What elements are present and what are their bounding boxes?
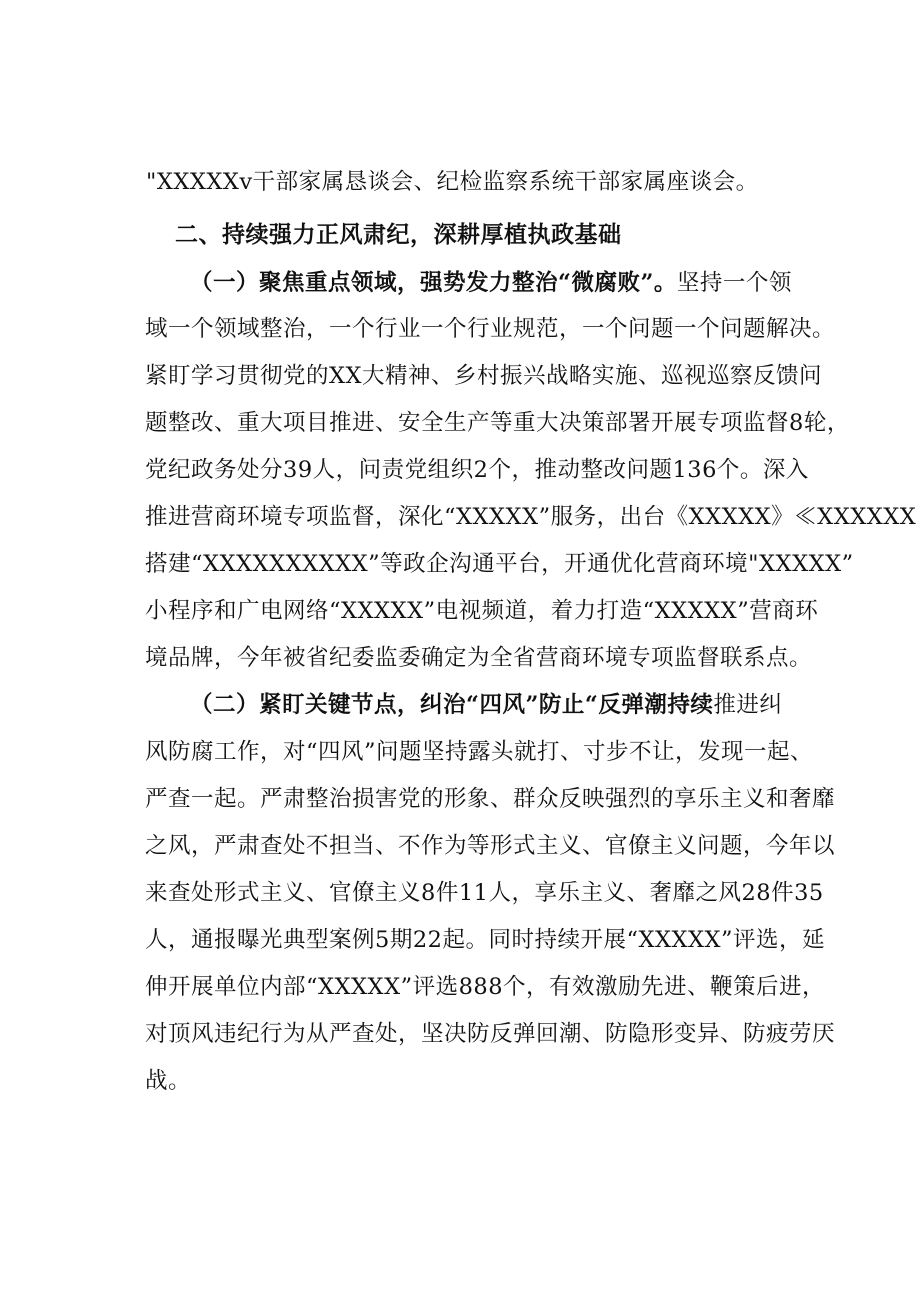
paragraph-line: 境品牌，今年被省纪委监委确定为全省营商环境专项监督联系点。 xyxy=(145,645,813,671)
paragraph-line: 之风，严肃查处不担当、不作为等形式主义、官僚主义问题，今年以 xyxy=(145,833,836,859)
paragraph-line: 严查一起。严肃整治损害党的形象、群众反映强烈的享乐主义和奢靡 xyxy=(145,786,836,812)
paragraph-line: 来查处形式主义、官僚主义8件11人，享乐主义、奢靡之风28件35 xyxy=(145,880,824,906)
paragraph-line: "XXXXXv干部家属恳谈会、纪检监察系统干部家属座谈会。 xyxy=(146,169,759,195)
paragraph-line: 伸开展单位内部“XXXXX”评选888个，有效激励先进、鞭策后进， xyxy=(145,974,826,1000)
paragraph-line: 题整改、重大项目推进、安全生产等重大决策部署开展专项监督8轮， xyxy=(145,410,850,436)
paragraph-line xyxy=(190,268,792,298)
paragraph-line: 紧盯学习贯彻党的XX大精神、乡村振兴战略实施、巡视巡察反馈问 xyxy=(145,363,823,389)
section-heading: 二、持续强力正风肃纪，深耕厚植执政基础 xyxy=(175,222,622,248)
paragraph-line: 搭建“XXXXXXXXXX”等政企沟通平台，开通优化营商环境"XXXXX” xyxy=(145,551,854,577)
paragraph-text: 坚持一个领 xyxy=(676,270,792,296)
paragraph-text: 推进纠 xyxy=(713,692,783,718)
paragraph-line: 人，通报曝光典型案例5期22起。同时持续开展“XXXXX”评选，延 xyxy=(145,927,826,953)
paragraph-line xyxy=(190,690,782,720)
paragraph-line: 党纪政务处分39人，问责党组织2个，推动整改问题136个。深入 xyxy=(145,457,809,483)
paragraph-line: 小程序和广电网络“XXXXX”电视频道，着力打造“XXXXX”营商环 xyxy=(145,598,819,624)
paragraph-line: 域一个领域整治，一个行业一个行业规范，一个问题一个问题解决。 xyxy=(145,316,836,342)
paragraph-line: 战。 xyxy=(145,1068,192,1094)
paragraph-line: 推进营商环境专项监督，深化“XXXXX”服务，出台《XXXXX》≪XXXXXX xyxy=(145,504,917,530)
subsection-heading: （一）聚焦重点领域，强势发力整治“微腐败”。 xyxy=(190,270,677,296)
subsection-heading: （二）紧盯关键节点，纠治“四风”防止“反弹潮持续 xyxy=(190,692,714,718)
paragraph-line: 风防腐工作，对“四风”问题坚持露头就打、寸步不让，发现一起、 xyxy=(145,739,814,765)
paragraph-line: 对顶风违纪行为从严查处，坚决防反弹回潮、防隐形变异、防疲劳厌 xyxy=(145,1021,836,1047)
